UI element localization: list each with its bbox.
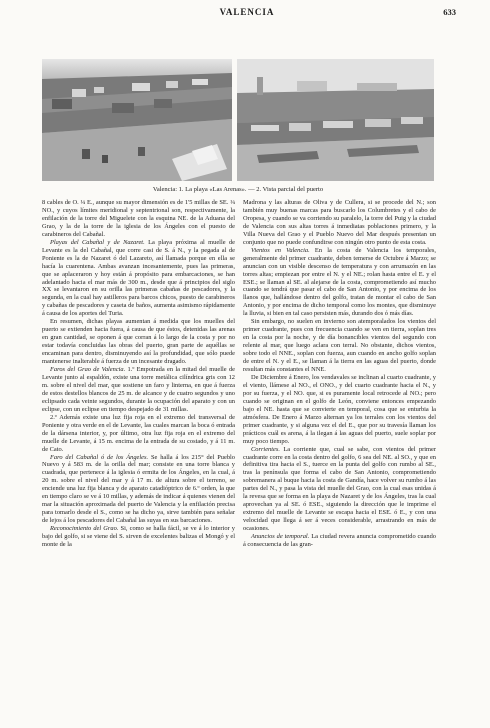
paragraph-text: Madrona y las alturas de Oliva y de Cullera, si se procede del N.; son también muy buenas marcas para buscarlo los Columbretes y el cabo de Oropesa, y cuando se va corriendo su paralelo, la torre del Puig y la ciudad de Valencia con sus altas torres á inmediatas poblaciones primero, y la Villa Nueva del Grao y el Pueblo Nuevo del Mar después presentan un conjunto que no puede confundirse con ningún otro punto de esta costa.: [243, 199, 436, 246]
paragraph-text: 2.º Además existe una luz fija roja en el extremo del transversal de Poniente y otra verde en el de Levante, las cuales marcan la boca ó entrada de la dársena interior, y, por último, otra luz fija roja en el extremo del muelle de Levante, á 15 m. encima de la entrada de su costado, y á 11 m. de Cato.: [42, 413, 235, 453]
paragraph: [42, 199, 235, 239]
figure-caption: Valencia: 1. La playa «Las Arenas». — 2. Vista parcial del puerto: [152, 186, 324, 193]
paragraph: [243, 247, 436, 319]
paragraph: [243, 199, 436, 247]
paragraph-heading: Reconocimiento del Grao.: [50, 525, 119, 533]
paragraph-heading: Anuncios de temporal.: [251, 533, 310, 541]
paragraph: [243, 533, 436, 549]
paragraph-text: 8 cables de O. ¼ E., aunque su mayor dimensión es de 1'5 millas de SE. ¼ NO., y cuyos límites meridional y septentrional son, respectivamente, la enfilación de la torre del Miguelete con la esquina NE. de la Aduana del Grao, y la de la torre de la iglesia de los Ángeles con el puesto de carabineros del Cabañal.: [42, 199, 235, 238]
photo-panel: [42, 59, 434, 181]
paragraph-text: En resumen, dichas playas aumentan á medida que los muelles del puerto se extienden hacia fuera, á causa de que éstos, detenidas las arenas en gran cantidad, se oponen á que corran á lo largo de la costa y por no estar todavía concluidas las obras del puerto, gran parte de aquéllas se encaminan para dentro, disminuyendo así la profundidad, que sólo puede mantenerse inalterable á fuerza de un incesante dragado.: [42, 318, 235, 366]
paragraph-text: Si, como se halla fácil, se ve á lo interior y bajo del golfo, si se viene del S. sirven de excelentes balizas el Mongó y el monte de la: [42, 525, 236, 548]
paragraph-heading: Faro del Cabañal ó de los Ángeles.: [50, 453, 149, 461]
paragraph-heading: Faros del Grao de Valencia.: [50, 366, 126, 374]
paragraph: [42, 318, 235, 366]
paragraph-text: La playa próxima al muelle de Levante es la del Cabañal, que corre casi de S. á N., y la pegada al de Poniente es la de Nazaret ó del Lazareto, así llamada porque en ella se hacía la cuarentena. Ambas avanzan incesantemente, pues las primeras, que se aplaceraron y hoy están á propósito para embarcaciones, se han adelantado hacia el mar más de 300 m., desde que á principios del siglo XX se levantaron en su orilla las primeras cabañas de pescadores, y la segunda, en la cual hay astilleros para barcos chicos, puesto de carabineros y cabañas de pescadores y caseta de baños, aumenta asimismo rápidamente á causa de los aportes del Turia.: [42, 238, 235, 318]
paragraph: [42, 414, 235, 454]
right-column: [243, 199, 436, 549]
harbour-photo: [237, 59, 434, 181]
paragraph-heading: Corrientes.: [251, 445, 280, 453]
paragraph-heading: Vientos en Valencia.: [251, 246, 310, 254]
paragraph: [42, 366, 235, 414]
paragraph: [243, 446, 436, 533]
paragraph-text: De Diciembre á Enero, los vendavales se inclinan al cuarto cuadrante, y el viento, llámese al NO., el ONO., y del cuarto cuadrante hacia el N., y por su fuerza, y el NO. que, si es puramente local retrocede al NO.; pero cuando se originan en el golfo de León, conviene entonces empezando bajo el NE. hasta que se convierte en temporal, cosa que se enturbia la atmósfera. De Enero á Marzo alternan ya los terrales con los vientos del primer cuadrante, y si alguna vez el del E., que por su travesía llaman los prácticos cuál es arena, á la ilegan á las aguas del puerto, suele soplar por muy poco tiempo.: [243, 373, 436, 445]
running-title: VALENCIA: [219, 7, 275, 17]
paragraph-heading: Playas del Cabañal y de Nazaret.: [50, 238, 145, 246]
page-number: 633: [443, 7, 456, 17]
beach-photo: [42, 59, 232, 181]
page-header: [38, 6, 456, 20]
paragraph-text: La ciudad revera anuncia comprometido cuando á consecuencia de las gran-: [243, 533, 437, 548]
paragraph-text: La corriente que, cual se sabe, con vientos del primer cuadrante corre en la costa dentro del golfo, 6 sea del NE. al SO., y que en definitiva tira hacia el S., tuerce en la punta del golfo con rumbo al SE., tras la península que forma el cabo de San Antonio, comprometiendo sobremanera al buque hacia la costa de Gandía, hace volver su rumbo á las partes del N., y pasa la vista del muelle del Grao, con la cual esas unidas á la revesa que se forma en la playa de Nazaret y de los Ángeles, tras la cual aprovechan ya al SE. ó ESE., siguiendo la dirección que le imprime el extremo del muelle de Levante se escapa hacia el ESE. ó E., y con una velocidad que llega á ser á veces considerable, arrastrando en más de ocasiones.: [243, 445, 436, 533]
paragraph: [42, 239, 235, 319]
paragraph-text: 1.º Empotrada en la mitad del muelle de Levante junto al espaldón, existe una torre metálica cilíndrica gris con 12 m. sobre el nivel del mar, que sostiene un faro y linterna, en que á fuerza de estos destellos blancos de 25 m. de alcance y de cuatro segundos y uno eclipsado cada veinte segundos, durante la ocupación del aparato y con un eclipse, con un eclipse en tiempo despejado de 31 millas.: [42, 366, 235, 413]
paragraph: [42, 525, 235, 549]
paragraph: [42, 454, 235, 526]
left-column: [42, 199, 235, 549]
paragraph: [243, 318, 436, 374]
paragraph-text: En la costa de Valencia los temporales, generalmente del primer cuadrante, deben temerse de Octubre á Marzo; se anuncian con un visible descenso de temperatura y con arrumazón en las torres altas; empiezan por entre el N. y el NE.; rolan hasta entre el E. y el ESE.; se llaman al SE. al alejarse de la costa, comprometiendo así mucho cuando se tendrá que pasar el cabo de San Antonio, y por encima de los llanos que, hallándose dentro del golfo, tratan de montar el cabo de San Antonio, y por encima de dicho temporal como los montes, que disminuye la lluvia, si bien en tal caso persisten más, durando dos ó más días.: [243, 246, 436, 318]
paragraph-text: Sin embargo, no suelen en invierno son atemporalados los vientos del primer cuadrante, pues con frecuencia cuando se ven en tierra, soplan tres en la costa por la noche, y de día bonancibles vientos del segundo con relente al mar, que luego aclara con terral. No obstante, dichos vientos, sobre todo el NNE., soplan con fuerza, aun cuando en ancho golfo soplan de entre el N. y el E., se llaman á la tierra en las aguas del puerto, donde resultan más constantes el NNE.: [243, 318, 436, 374]
paragraph-text: Se halla á los 215° del Pueblo Nuevo y á 583 m. de la orilla del mar; consiste en una torre blanca y cuadrada, que pertenece á la iglesia ó ermita de los Ángeles, en la cual, á 20 m. sobre el nivel del mar y á 17 m. de altura sobre el terreno, se enciende una luz fija blanca y de aparato catadióptrico de 6.º orden, la que en tiempo claro se ve á 10 millas, y además de indicar á quienes vienen del mar la situación aproximada del puerto de Valencia y la enfilación precisa para tomarlo desde el S., como se ha dicho ya, sirve también para señalar de lejos á los pescadores del Cabañal las suyas en sus barcaciones.: [42, 453, 235, 525]
paragraph: [243, 374, 436, 446]
